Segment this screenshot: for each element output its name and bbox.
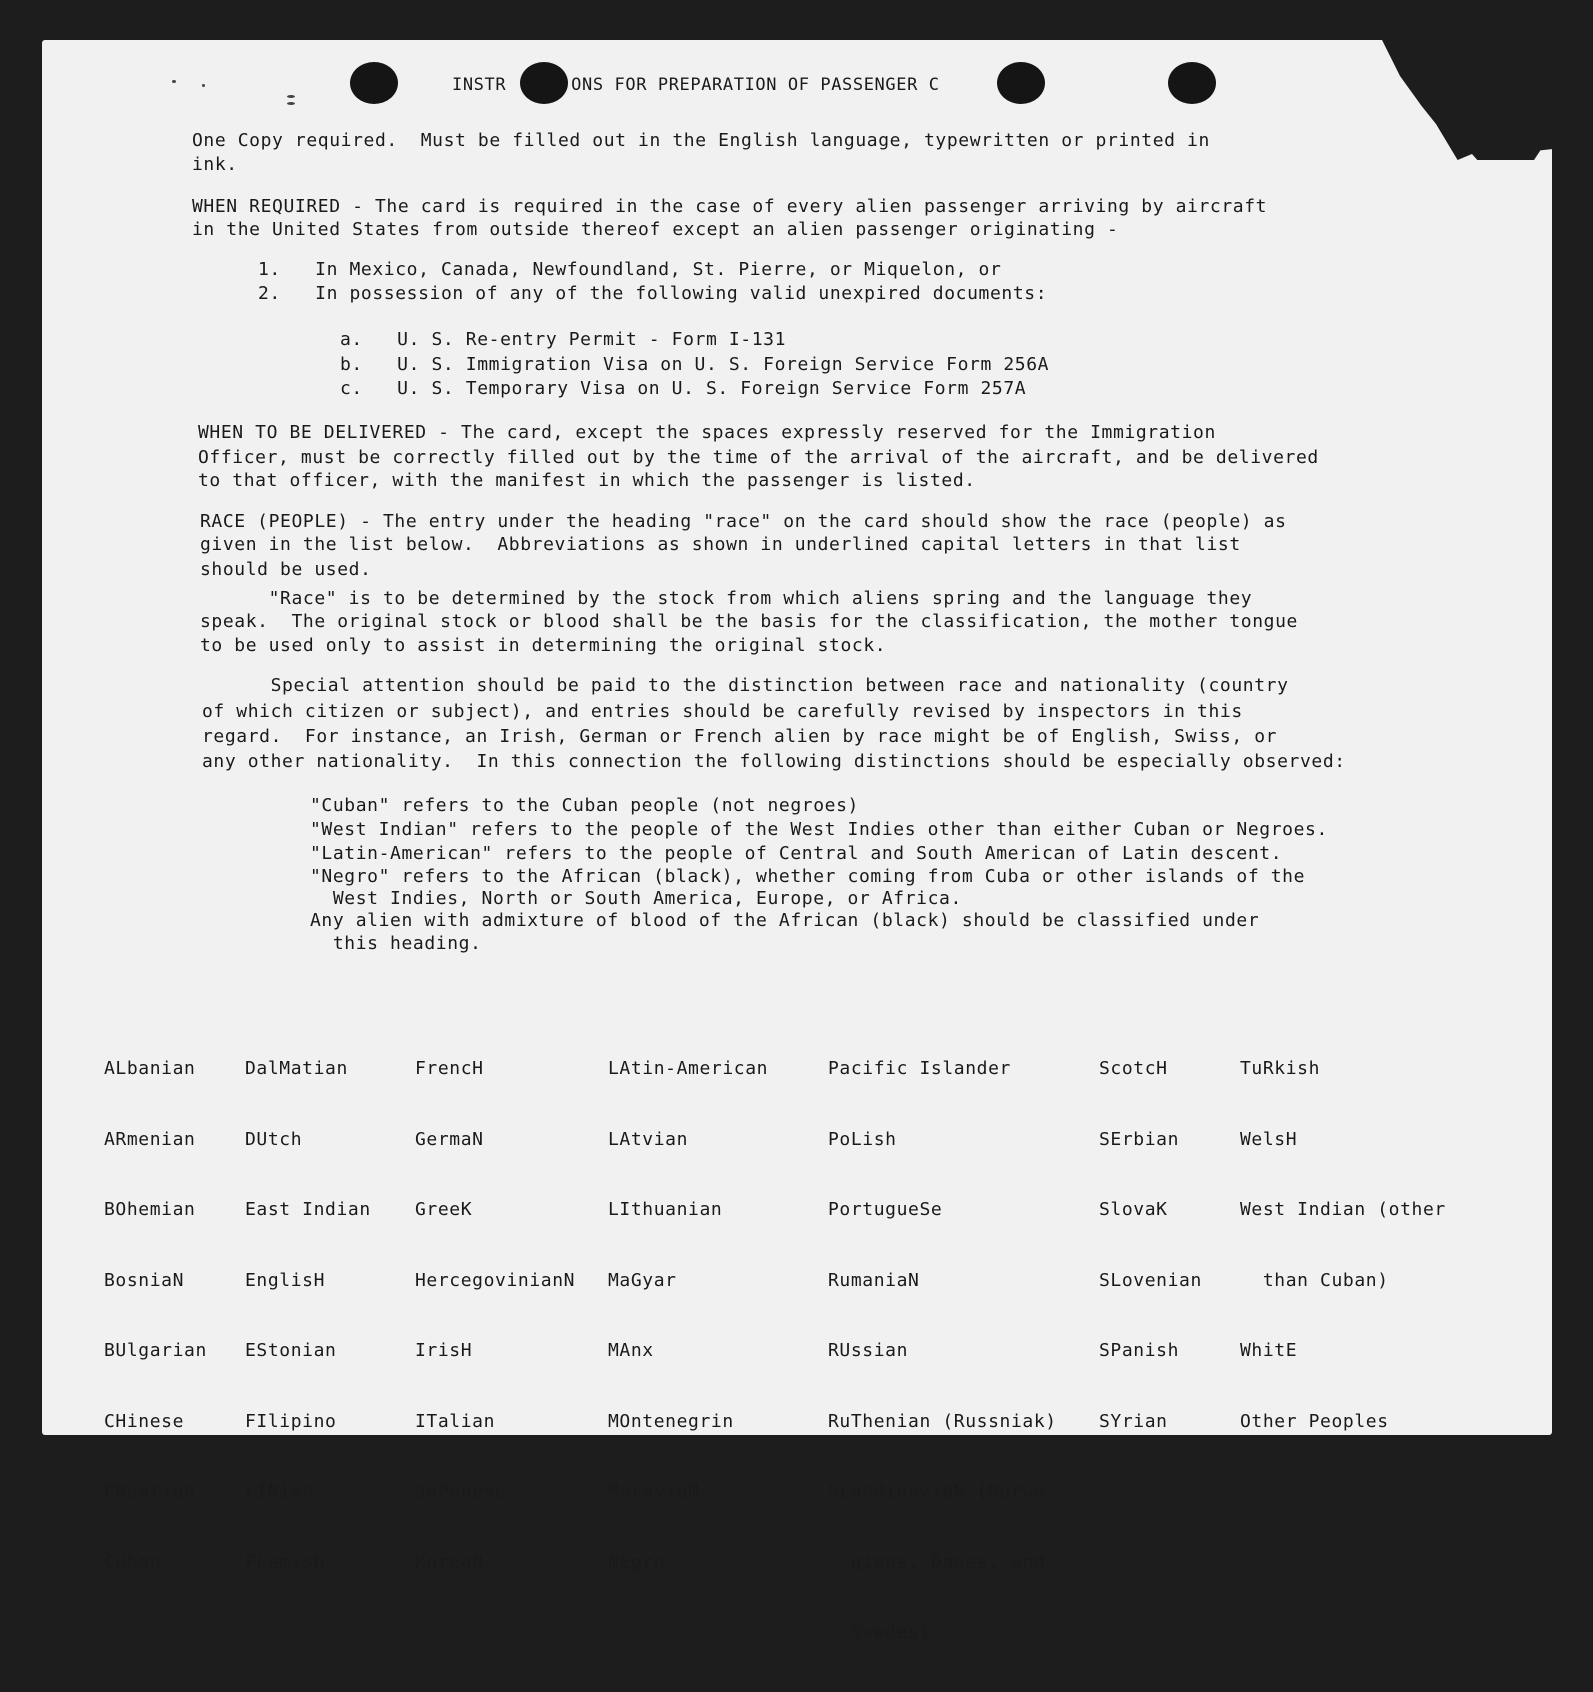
race-entry: LAtin-American xyxy=(608,1058,769,1079)
race-entry: PortugueSe xyxy=(828,1199,943,1220)
race-entry: WelsH xyxy=(1240,1128,1298,1150)
race-entry: TuRkish xyxy=(1240,1058,1321,1079)
race-entry: Pacific Islander xyxy=(828,1058,1011,1079)
race-entry: DUtch xyxy=(245,1128,303,1150)
special-attention-line-3: regard. For instance, an Irish, German or French alien by race might be of English, Swiss, or xyxy=(202,726,1278,747)
race-entry: GermaN xyxy=(415,1128,484,1150)
distinction-line-3: "Latin-American" refers to the people of Central and South American of Latin descent. xyxy=(310,843,1283,864)
race-entry: EStonian xyxy=(245,1340,337,1361)
when-delivered-line-1: WHEN TO BE DELIVERED - The card, except the spaces expressly reserved for the Immigration xyxy=(198,422,1216,443)
race-entry: MAnx xyxy=(608,1340,654,1361)
race-list-column-3 xyxy=(415,1010,575,1621)
race-people-line-3: should be used. xyxy=(200,559,372,580)
race-entry: FIlipino xyxy=(245,1410,337,1432)
race-entry: FrencH xyxy=(415,1058,484,1079)
lettered-item-b: b. U. S. Immigration Visa on U. S. Foreign Service Form 256A xyxy=(340,354,1050,375)
race-list-column-6 xyxy=(1099,1010,1202,1480)
lettered-item-a: a. U. S. Re-entry Permit - Form I-131 xyxy=(340,329,787,350)
race-entry: MaGyar xyxy=(608,1269,677,1291)
intro-line-2: ink. xyxy=(192,154,238,175)
race-entry: FLemish xyxy=(245,1551,326,1573)
race-entry: CUban xyxy=(104,1551,162,1573)
race-entry: Swedes) xyxy=(828,1622,931,1643)
race-entry: HercegovinianN xyxy=(415,1269,576,1291)
distinction-line-1: "Cuban" refers to the Cuban people (not negroes) xyxy=(310,795,859,816)
race-entry: MoraviaN xyxy=(608,1481,700,1502)
race-entry: MOntenegrin xyxy=(608,1410,734,1432)
race-entry: Other Peoples xyxy=(1240,1410,1389,1432)
race-entry: WhitE xyxy=(1240,1340,1298,1361)
distinction-line-4: "Negro" refers to the African (black), whether coming from Cuba or other islands of the xyxy=(310,866,1306,887)
race-entry: EnglisH xyxy=(245,1269,326,1291)
race-entry: West Indian (other xyxy=(1240,1199,1446,1220)
race-entry: SYrian xyxy=(1099,1410,1168,1432)
speck xyxy=(172,80,176,83)
race-entry: LIthuanian xyxy=(608,1199,723,1220)
race-entry: LAtvian xyxy=(608,1128,689,1150)
distinction-line-7: this heading. xyxy=(310,933,482,954)
race-entry: BosniaN xyxy=(104,1269,185,1291)
race-entry: ScandinaviaN (Norwe- xyxy=(828,1481,1057,1502)
race-entry: NEgro xyxy=(608,1551,666,1573)
distinction-line-2: "West Indian" refers to the people of the West Indies other than either Cuban or Negroes. xyxy=(310,819,1328,840)
race-entry: SPanish xyxy=(1099,1340,1180,1361)
race-entry: DalMatian xyxy=(245,1058,348,1079)
race-entry: CHinese xyxy=(104,1410,185,1432)
race-entry: ITalian xyxy=(415,1410,496,1432)
race-entry: ARmenian xyxy=(104,1128,196,1150)
document-page xyxy=(42,40,1552,1643)
punch-hole-1 xyxy=(350,62,398,104)
race-determined-line-3: to be used only to assist in determining the original stock. xyxy=(200,635,887,656)
race-entry: SErbian xyxy=(1099,1128,1180,1150)
race-list-column-2 xyxy=(245,1010,371,1621)
race-entry: GreeK xyxy=(415,1199,473,1220)
race-list-column-4 xyxy=(608,1010,768,1621)
speck xyxy=(287,95,295,98)
race-entry: ALbanian xyxy=(104,1058,196,1079)
race-entry: RumaniaN xyxy=(828,1269,920,1291)
when-delivered-line-3: to that officer, with the manifest in which the passenger is listed. xyxy=(198,470,976,491)
when-required-line-1: WHEN REQUIRED - The card is required in the case of every alien passenger arriving by aircraft xyxy=(192,196,1268,217)
race-entry: RuThenian (Russniak) xyxy=(828,1410,1057,1432)
race-entry: KoreaN xyxy=(415,1551,484,1573)
race-list-column-7 xyxy=(1240,1010,1446,1480)
intro-line-1: One Copy required. Must be filled out in the English language, typewritten or printed in xyxy=(192,130,1210,151)
race-entry: BUlgarian xyxy=(104,1340,207,1361)
race-list-column-1 xyxy=(104,1010,207,1621)
race-entry: gians, Danes, and xyxy=(828,1551,1046,1573)
special-attention-line-2: of which citizen or subject), and entries should be carefully revised by inspectors in this xyxy=(202,701,1243,722)
punch-hole-4 xyxy=(1168,62,1216,104)
race-entry: CRoatian xyxy=(104,1481,196,1502)
race-entry: FINish xyxy=(245,1481,314,1502)
race-entry: SlovaK xyxy=(1099,1199,1168,1220)
race-entry: than Cuban) xyxy=(1240,1269,1389,1291)
speck xyxy=(287,102,295,105)
page-title: INSTR ONS FOR PREPARATION OF PASSENGER C xyxy=(452,75,940,95)
numbered-item-2: 2. In possession of any of the following valid unexpired documents: xyxy=(258,283,1048,304)
punch-hole-3 xyxy=(997,62,1045,104)
race-people-line-2: given in the list below. Abbreviations as shown in underlined capital letters in that list xyxy=(200,534,1241,555)
when-delivered-line-2: Officer, must be correctly filled out by the time of the arrival of the aircraft, and be delivered xyxy=(198,447,1319,468)
race-people-line-1: RACE (PEOPLE) - The entry under the heading "race" on the card should show the race (people) as xyxy=(200,511,1287,532)
special-attention-line-1: Special attention should be paid to the distinction between race and nationality (country xyxy=(202,675,1289,696)
race-entry: ScotcH xyxy=(1099,1058,1168,1079)
race-determined-line-1: "Race" is to be determined by the stock from which aliens spring and the language they xyxy=(200,588,1253,609)
race-entry: JaPanese xyxy=(415,1481,507,1502)
race-determined-line-2: speak. The original stock or blood shall be the basis for the classification, the mother tongue xyxy=(200,611,1298,632)
race-entry: BOhemian xyxy=(104,1199,196,1220)
lettered-item-c: c. U. S. Temporary Visa on U. S. Foreign Service Form 257A xyxy=(340,378,1027,399)
distinction-line-6: Any alien with admixture of blood of the African (black) should be classified under xyxy=(310,910,1260,931)
race-entry: IrisH xyxy=(415,1340,473,1361)
race-entry: PoLish xyxy=(828,1128,897,1150)
when-required-line-2: in the United States from outside thereof except an alien passenger originating - xyxy=(192,219,1119,240)
special-attention-line-4: any other nationality. In this connection the following distinctions should be especially observed: xyxy=(202,751,1346,772)
race-entry: SLovenian xyxy=(1099,1269,1202,1291)
torn-corner xyxy=(1382,40,1562,160)
race-list-column-5 xyxy=(828,1010,1057,1692)
speck xyxy=(202,84,205,87)
race-entry: East Indian xyxy=(245,1199,371,1220)
race-entry: RUssian xyxy=(828,1340,909,1361)
distinction-line-5: West Indies, North or South America, Europe, or Africa. xyxy=(310,888,962,909)
numbered-item-1: 1. In Mexico, Canada, Newfoundland, St. Pierre, or Miquelon, or xyxy=(258,259,1002,280)
